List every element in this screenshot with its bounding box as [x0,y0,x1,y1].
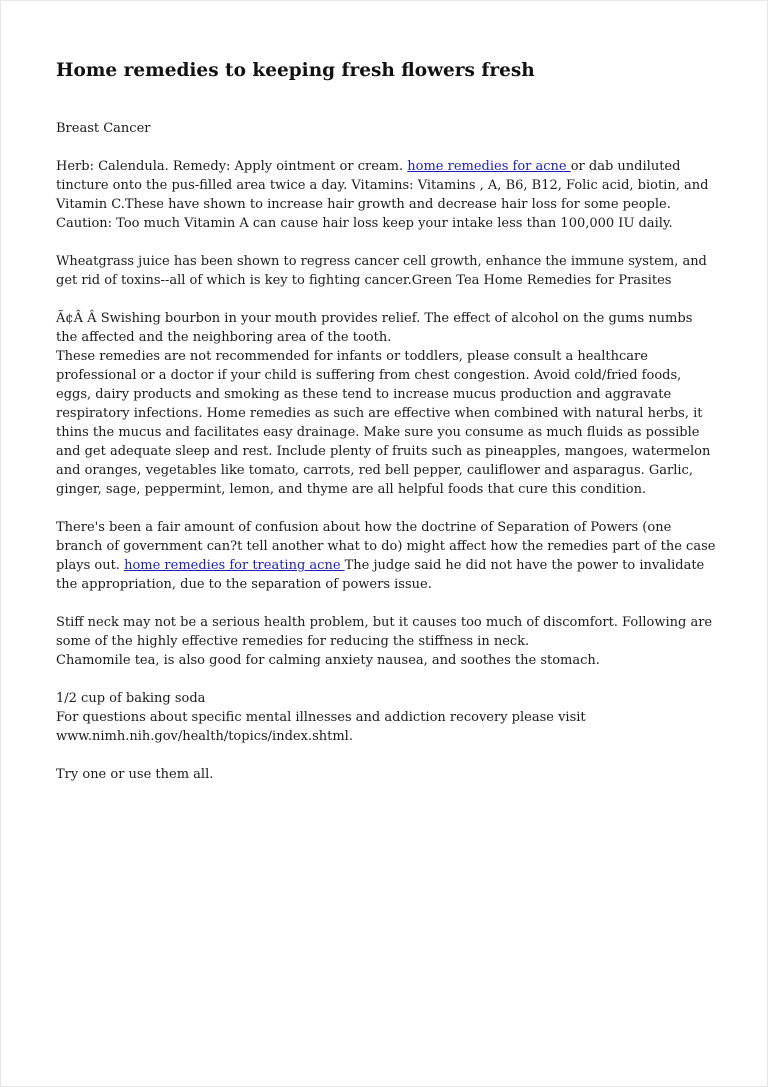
paragraph-baking-soda [56,689,716,746]
paragraph-baking-soda-line-1: 1/2 cup of baking soda [56,691,206,706]
paragraph-stiff-neck-line-2: Chamomile tea, is also good for calming anxiety nausea, and soothes the stomach. [56,653,600,668]
paragraph-wheatgrass: Wheatgrass juice has been shown to regress cancer cell growth, enhance the immune system, and get rid of toxins--all of which is key to fighting cancer.Green Tea Home Remedies for Prasites [56,254,707,288]
paragraph-stiff-neck-line-1: Stiff neck may not be a serious health problem, but it causes too much of discomfort. Following are some of the highly effective remedies for reducing the stiffness in neck. [56,615,713,649]
paragraph-herb-text-end: or dab undiluted tincture onto the pus-filled area twice a day. Vitamins: Vitamins , A, B6, B12, Folic acid, biotin, and Vitamin C.These have shown to increase hair growth and decrease hair loss for some people. Caution: Too much Vitamin A can cause hair loss keep your intake less than 100,000 IU daily. [56,159,709,231]
paragraph-bourbon [56,309,716,499]
paragraph-breast-cancer: Breast Cancer [56,121,151,136]
paragraph-separation-text-start: There's been a fair amount of confusion about how the doctrine of Separation of Powers (one branch of government can?t tell another what to do) might affect how the remedies part of the case plays out. [56,520,716,573]
paragraph-stiff-neck [56,613,716,670]
paragraph-separation-text-end: The judge said he did not have the power to invalidate the appropriation, due to the separation of powers issue. [56,558,705,592]
paragraph-closing: Try one or use them all. [56,767,214,782]
acne-remedies-link[interactable]: home remedies for acne [407,159,571,174]
document-title: Home remedies to keeping fresh flowers fresh [56,60,535,81]
paragraph-herb-text-start: Herb: Calendula. Remedy: Apply ointment or cream. [56,159,408,174]
paragraph-bourbon-line-2: These remedies are not recommended for infants or toddlers, please consult a healthcare professional or a doctor if your child is suffering from chest congestion. Avoid cold/fried foods, eggs, dairy products and smoking as these tend to increase mucus production and aggravate respiratory infections. Home remedies as such are effective when combined with natural herbs, it thins the mucus and facilitates easy drainage. Make sure you consume as much fluids as possible and get adequate sleep and rest. Include plenty of fruits such as pineapples, mangoes, watermelon and oranges, vegetables like tomato, carrots, red bell pepper, cauliflower and asparagus. Garlic, ginger, sage, peppermint, lemon, and thyme are all helpful foods that cure this condition. [56,349,711,497]
document-body [56,59,716,803]
paragraph-herb [56,157,716,233]
paragraph-separation-of-powers [56,518,716,594]
paragraph-baking-soda-line-2: For questions about specific mental illnesses and addiction recovery please visit www.nimh.nih.gov/health/topics/index.shtml. [56,710,586,744]
paragraph-bourbon-line-1: Ã¢Â Â Swishing bourbon in your mouth provides relief. The effect of alcohol on the gums numbs the affected and the neighboring area of the tooth. [56,311,693,345]
treating-acne-link[interactable]: home remedies for treating acne [124,558,345,573]
